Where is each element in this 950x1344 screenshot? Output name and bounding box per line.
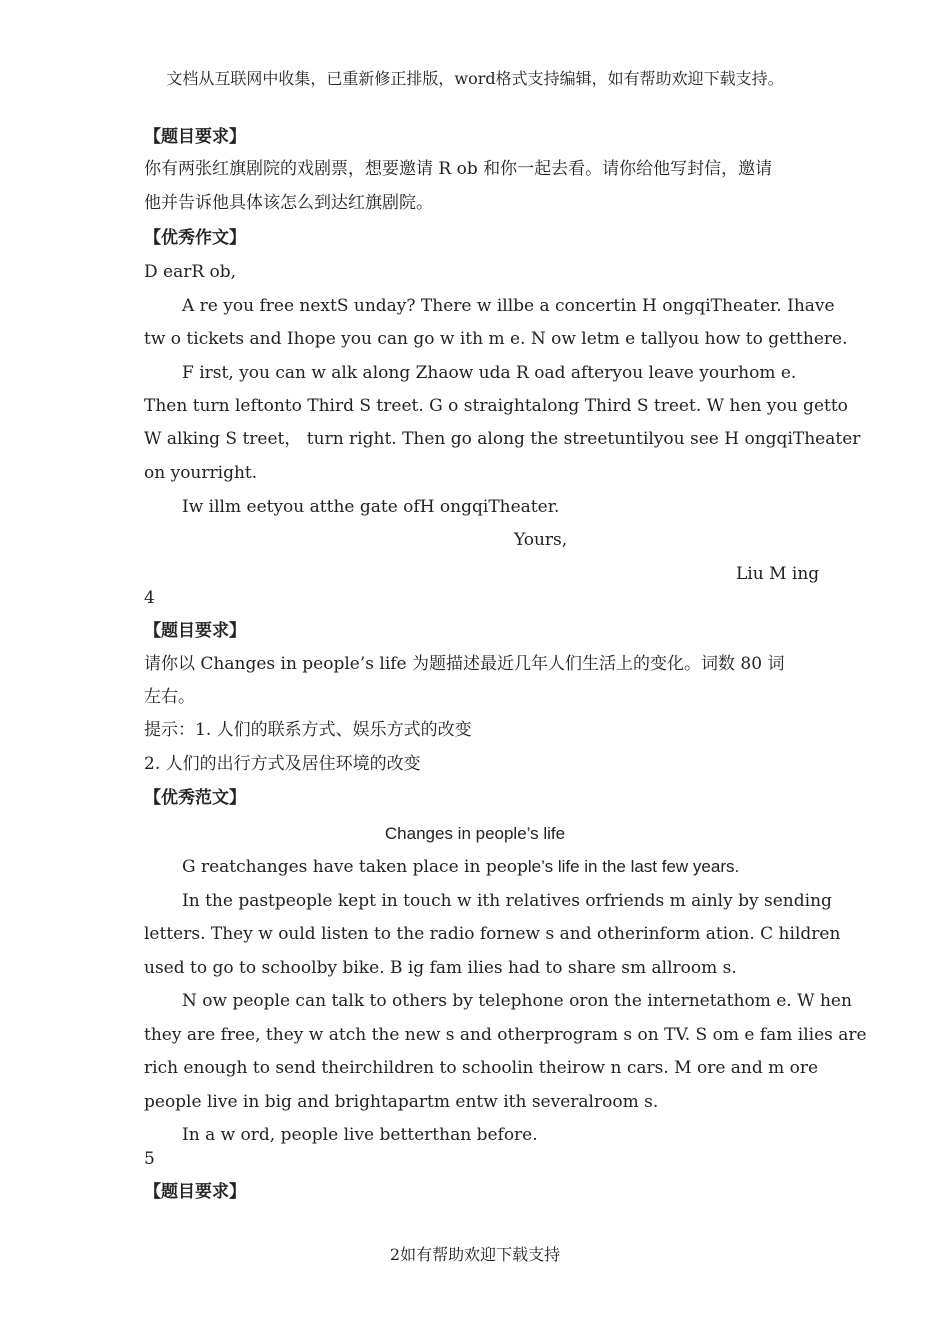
letter-line: tw o tickets and Ihope you can go w ith m e. N ow letm e tallyou how to getthere.: [144, 329, 848, 349]
page-header: 文档从互联网中收集，已重新修正排版，word格式支持编辑，如有帮助欢迎下载支持。: [166, 69, 784, 88]
essay-line: In a w ord, people live betterthan before.: [182, 1125, 538, 1145]
letter-line: Iw illm eetyou atthe gate ofH ongqiTheater.: [182, 497, 560, 517]
requirement-text: 他并告诉他具体该怎么到达红旗剧院。: [144, 193, 433, 213]
requirement-heading: 【题目要求】: [144, 621, 246, 641]
section-number: 4: [144, 588, 155, 608]
essay-line: In the pastpeople kept in touch w ith relatives orfriends m ainly by sending: [182, 891, 832, 911]
essay-line-part: G reatchanges have taken place in peop: [182, 857, 528, 877]
essay-line: rich enough to send theirchildren to schoolin theirow n cars. M ore and m ore: [144, 1058, 819, 1078]
letter-line: A re you free nextS unday? There w illbe a concertin H ongqiTheater. Ihave: [182, 296, 835, 316]
requirement-text: 请你以 Changes in people’s life 为题描述最近几年人们生活上的变化。词数 80 词: [144, 654, 785, 674]
requirement-heading: 【题目要求】: [144, 127, 246, 147]
letter-signature: Liu M ing: [736, 564, 820, 584]
essay-heading: 【优秀作文】: [144, 228, 246, 248]
page-footer: 2如有帮助欢迎下载支持: [389, 1245, 561, 1264]
section-number: 5: [144, 1149, 155, 1169]
essay-title: Changes in people’s life: [384, 824, 566, 843]
hint-text: 提示：1. 人们的联系方式、娱乐方式的改变: [144, 720, 472, 740]
requirement-heading: 【题目要求】: [144, 1182, 246, 1202]
letter-line: on yourright.: [144, 463, 258, 483]
essay-line: people live in big and brightapartm entw ith severalroom s.: [144, 1092, 659, 1112]
letter-line: Then turn leftonto Third S treet. G o straightalong Third S treet. W hen you getto: [144, 396, 848, 416]
essay-line: [182, 856, 739, 878]
requirement-text: 左右。: [144, 687, 195, 707]
essay-line: they are free, they w atch the new s and otherprogram s on TV. S om e fam ilies are: [144, 1025, 867, 1045]
letter-closing: Yours,: [514, 530, 568, 550]
requirement-text: 你有两张红旗剧院的戏剧票，想要邀请 R ob 和你一起去看。请你给他写封信，邀请: [144, 159, 773, 179]
essay-line: letters. They w ould listen to the radio fornew s and otherinform ation. C hildren: [144, 924, 841, 944]
hint-text: 2. 人们的出行方式及居住环境的改变: [144, 754, 421, 774]
letter-salutation: D earR ob,: [144, 262, 237, 282]
essay-line-part: le’s life in the last few years.: [527, 857, 740, 876]
essay-line: N ow people can talk to others by telephone oron the internetathom e. W hen: [182, 991, 852, 1011]
essay-line: used to go to schoolby bike. B ig fam ilies had to share sm allroom s.: [144, 958, 737, 978]
letter-line: F irst, you can w alk along Zhaow uda R oad afteryou leave yourhom e.: [182, 363, 797, 383]
letter-line: W alking S treet， turn right. Then go along the streetuntilyou see H ongqiTheater: [144, 429, 861, 449]
essay-heading: 【优秀范文】: [144, 788, 246, 808]
